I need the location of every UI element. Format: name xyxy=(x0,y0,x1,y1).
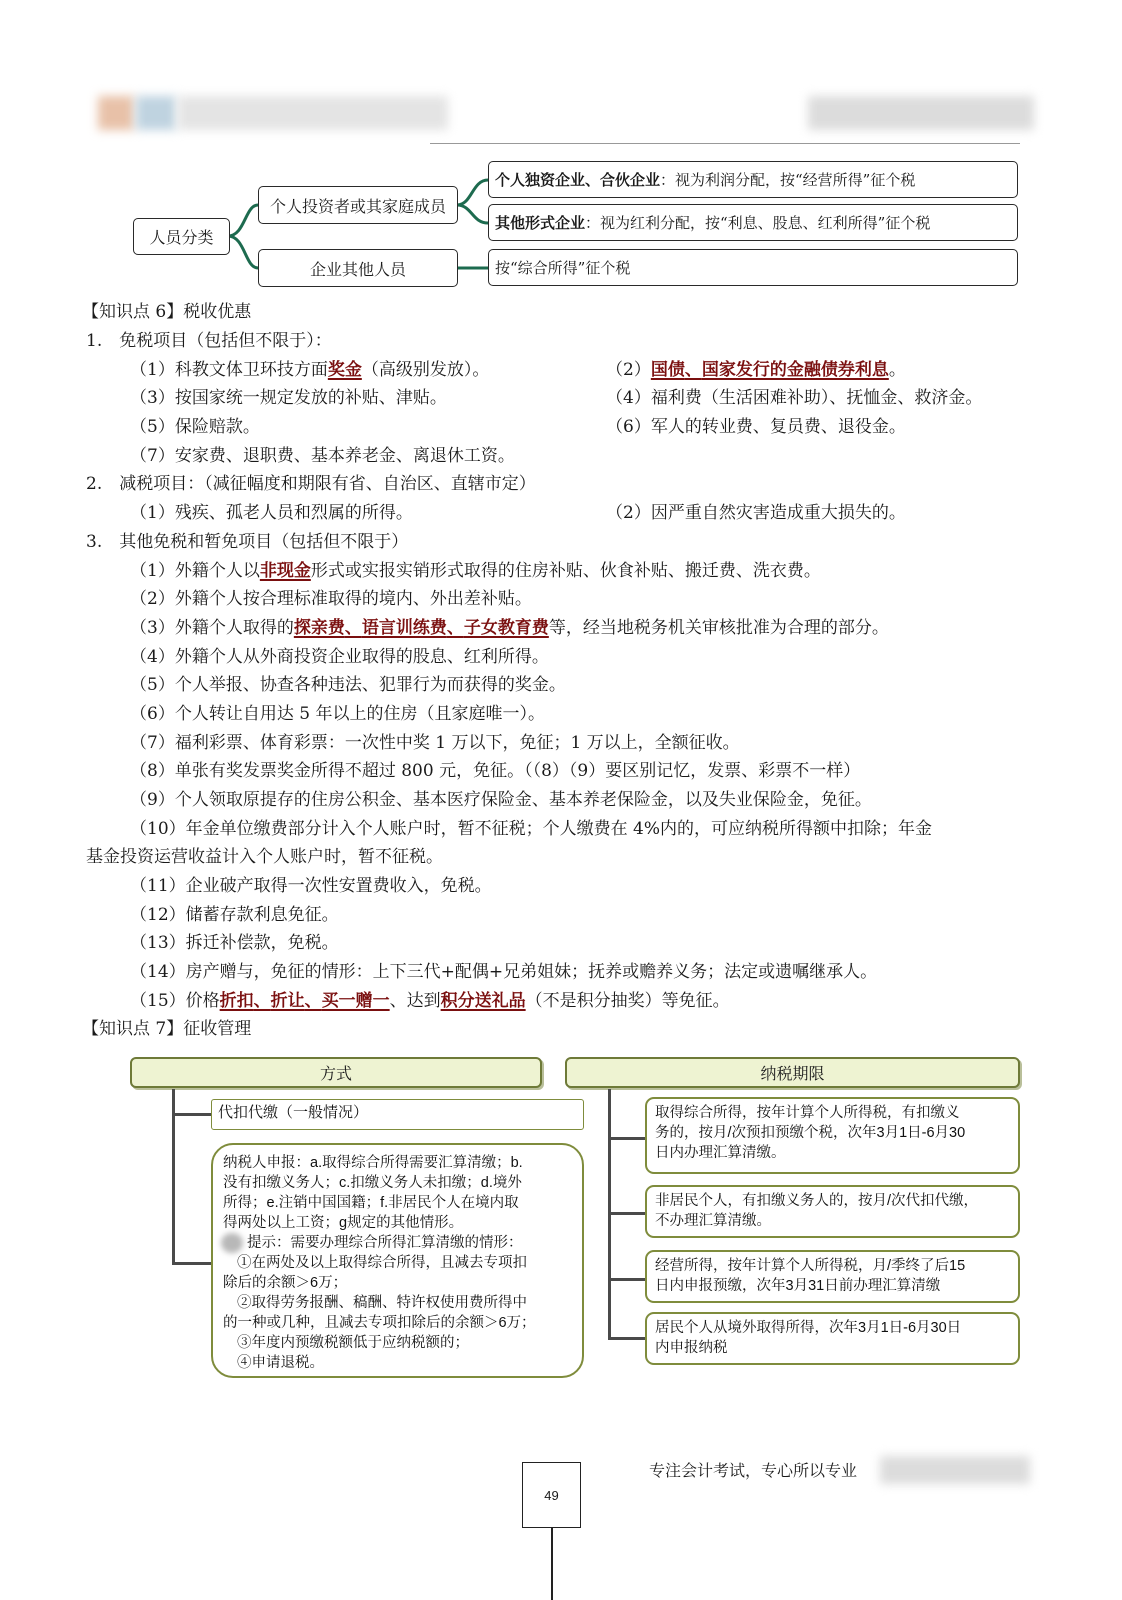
kp6-s2-item1: （1）残疾、孤老人员和烈属的所得。 xyxy=(130,503,413,523)
footer-slogan: 专注会计考试，专心所以专业 xyxy=(649,1461,858,1480)
kp7-deadline-foreign-income: 居民个人从境外取得所得，次年3月1日-6月30日 内申报纳税 xyxy=(645,1312,1020,1365)
tip-icon xyxy=(221,1233,243,1253)
kp7-deadline-nonresident: 非居民个人，有扣缴义务人的，按月/次代扣代缴， 不办理汇算清缴。 xyxy=(645,1185,1020,1238)
kp6-s1-item2: （2）国债、国家发行的金融债券利息。 xyxy=(606,360,906,380)
kp6-s1-title: 1. 免税项目（包括但不限于）： xyxy=(86,331,332,351)
kp7-left-branch-2 xyxy=(172,1262,212,1265)
page-number-stem xyxy=(551,1528,553,1600)
kp6-s3-item12: （12）储蓄存款利息免征。 xyxy=(130,905,339,925)
kp6-s3-item9: （9）个人领取原提存的住房公积金、基本医疗保险金、基本养老保险金，以及失业保险金，免征。 xyxy=(130,790,872,810)
kp6-s3-item11: （11）企业破产取得一次性安置费收入，免税。 xyxy=(130,876,492,896)
kp6-s3-item2: （2）外籍个人按合理标准取得的境内、外出差补贴。 xyxy=(130,589,532,609)
tree-root-node: 人员分类 xyxy=(133,218,230,255)
kp7-withholding-box: 代扣代缴（一般情况） xyxy=(211,1099,584,1130)
kp6-s3-item13: （13）拆迁补偿款，免税。 xyxy=(130,933,339,953)
page-number: 49 xyxy=(544,1487,559,1503)
kp7-left-branch-1 xyxy=(172,1113,212,1116)
kp6-s3-title: 3. 其他免税和暂免项目（包括但不限于） xyxy=(86,532,409,552)
kp6-s1-item5: （5）保险赔款。 xyxy=(130,417,260,437)
kp6-s3-item10-a: （10）年金单位缴费部分计入个人账户时，暂不征税；个人缴费在 4%内的，可应纳税所得额中扣除；年金 xyxy=(130,819,933,839)
footer-logo-blurred xyxy=(880,1456,1030,1484)
kp6-s3-item14: （14）房产赠与，免征的情形：上下三代+配偶+兄弟姐妹；抚养或赡养义务；法定或遗嘱继承人。 xyxy=(130,962,878,982)
kp6-s1-item4: （4）福利费（生活困难补助）、抚恤金、救济金。 xyxy=(606,388,983,408)
kp6-title: 【知识点 6】税收优惠 xyxy=(82,302,252,322)
kp7-title: 【知识点 7】征收管理 xyxy=(82,1019,252,1039)
kp7-right-branch-2 xyxy=(608,1212,646,1215)
kp6-s3-item1: （1）外籍个人以非现金形式或实报实销形式取得的住房补贴、伙食补贴、搬迁费、洗衣费。 xyxy=(130,561,821,581)
kp7-right-branch-1 xyxy=(608,1137,646,1140)
kp6-s1-item6: （6）军人的转业费、复员费、退役金。 xyxy=(606,417,906,437)
kp7-deadline-comprehensive: 取得综合所得，按年计算个人所得税，有扣缴义 务的，按月/次预扣预缴个税，次年3月1日-6月30 日内办理汇算清缴。 xyxy=(645,1097,1020,1174)
kp6-s3-item4: （4）外籍个人从外商投资企业取得的股息、红利所得。 xyxy=(130,647,549,667)
kp6-s3-item6: （6）个人转让自用达 5 年以上的住房（且家庭唯一）。 xyxy=(130,704,545,724)
kp6-s1-item1: （1）科教文体卫环技方面奖金（高级别发放）。 xyxy=(130,360,490,380)
kp6-s3-item15: （15）价格折扣、折让、买一赠一、达到积分送礼品（不是积分抽奖）等免征。 xyxy=(130,991,730,1011)
kp7-header-deadline: 纳税期限 xyxy=(565,1057,1020,1088)
kp6-s1-item7: （7）安家费、退职费、基本养老金、离退休工资。 xyxy=(130,446,515,466)
kp6-s3-item7: （7）福利彩票、体育彩票：一次性中奖 1 万以下，免征；1 万以上，全额征收。 xyxy=(130,733,740,753)
kp7-header-method: 方式 xyxy=(130,1057,542,1088)
kp7-right-branch-4 xyxy=(608,1337,646,1340)
kp6-s3-item3: （3）外籍个人取得的探亲费、语言训练费、子女教育费等，经当地税务机关审核批准为合理的部分。 xyxy=(130,618,889,638)
tree-leaf-sole-proprietorship: 个人独资企业、合伙企业 ：视为利润分配，按“经营所得”征个税 xyxy=(488,161,1018,198)
tree-leaf-other-enterprise: 其他形式企业 ：视为红利分配，按“利息、股息、红利所得”征个税 xyxy=(488,204,1018,241)
tree-node-investor: 个人投资者或其家庭成员 xyxy=(258,186,458,224)
kp7-deadline-business: 经营所得，按年计算个人所得税，月/季终了后15 日内申报预缴，次年3月31日前办理汇算清缴 xyxy=(645,1250,1020,1303)
kp7-right-branch-3 xyxy=(608,1278,646,1281)
kp6-s2-title: 2. 减税项目：（减征幅度和期限有省、自治区、直辖市定） xyxy=(86,474,536,494)
tree-node-other-staff: 企业其他人员 xyxy=(258,249,458,287)
kp6-s3-item5: （5）个人举报、协查各种违法、犯罪行为而获得的奖金。 xyxy=(130,675,566,695)
tree-leaf-comprehensive-income: 按“综合所得”征个税 xyxy=(488,249,1018,286)
kp6-s3-item8: （8）单张有奖发票奖金所得不超过 800 元，免征。（（8）（9）要区别记忆，发票、彩票不一样） xyxy=(130,761,861,781)
kp7-self-report-box: 纳税人申报：a.取得综合所得需要汇算清缴；b. 没有扣缴义务人；c.扣缴义务人未扣缴；d.境外 所得；e.注销中国国籍；f.非居民个人在境内取 得两处以上工资；g规定的其他情形。 提示：需要办理综合所得汇算清缴的情形： ①在两处及以上取得综合所得，且减去专项扣 除后的余额＞6万； ②取得劳务报酬、稿酬、特许权使用费所得中 的一种或几种，且减去专项扣除后的余额＞6万； ③年度内预缴税额低于应纳税额的； ④申请退税。 xyxy=(211,1143,584,1378)
kp6-s3-item10-b: 基金投资运营收益计入个人账户时，暂不征税。 xyxy=(86,847,443,867)
kp6-s2-item2: （2）因严重自然灾害造成重大损失的。 xyxy=(606,503,906,523)
page-number-box xyxy=(522,1462,581,1528)
kp6-s1-item3: （3）按国家统一规定发放的补贴、津贴。 xyxy=(130,388,447,408)
